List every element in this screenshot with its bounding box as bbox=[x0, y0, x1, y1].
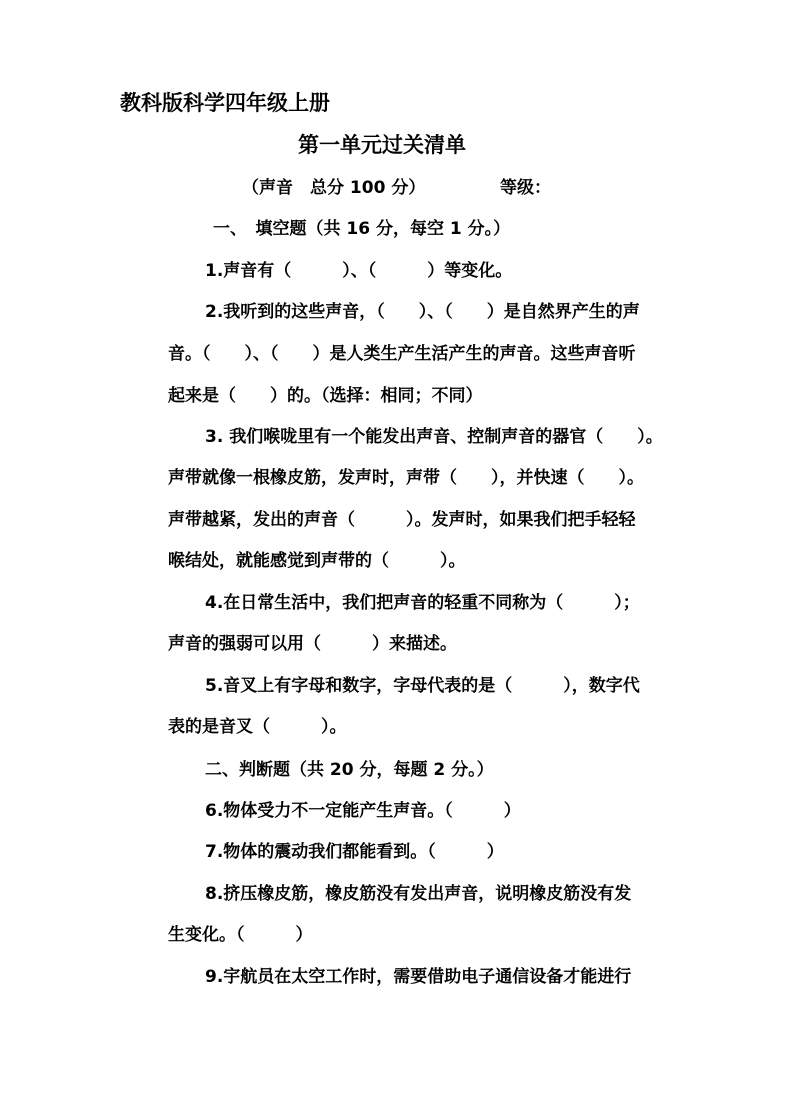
book-title: 教科版科学四年级上册 bbox=[120, 91, 330, 115]
question-1: 1.声音有（ ）、（ ）等变化。 bbox=[205, 261, 513, 281]
question-3-line-4: 喉结处，就能感觉到声带的（ ）。 bbox=[168, 551, 466, 571]
question-2-line-2: 音。（ ）、（ ）是人类生产生活产生的声音。这些声音听 bbox=[168, 344, 636, 364]
question-8-line-2: 生变化。（ ） bbox=[168, 925, 313, 945]
exam-subtitle: （声音 总分 100 分） bbox=[242, 178, 426, 198]
question-4-line-2: 声音的强弱可以用（ ）来描述。 bbox=[168, 634, 457, 654]
question-5-line-1: 5.音叉上有字母和数字，字母代表的是（ ），数字代 bbox=[205, 676, 640, 696]
question-6: 6.物体受力不一定能产生声音。（ ） bbox=[205, 801, 521, 821]
question-9-line-1: 9.宇航员在太空工作时，需要借助电子通信设备才能进行 bbox=[205, 967, 632, 987]
question-3-line-1: 3. 我们喉咙里有一个能发出声音、控制声音的器官（ ）。 bbox=[205, 427, 663, 447]
section-heading-fill-in: 一、 填空题（共 16 分，每空 1 分。） bbox=[213, 219, 511, 239]
question-5-line-2: 表的是音叉（ ）。 bbox=[168, 717, 347, 737]
question-2-line-1: 2.我听到的这些声音，（ ）、（ ）是自然界产生的声 bbox=[205, 302, 640, 322]
grade-label: 等级： bbox=[500, 178, 551, 198]
section-heading-true-false: 二、判断题（共 20 分，每题 2 分。） bbox=[205, 760, 494, 780]
question-8-line-1: 8.挤压橡皮筋，橡皮筋没有发出声音，说明橡皮筋没有发 bbox=[205, 884, 632, 904]
question-3-line-2: 声带就像一根橡皮筋，发声时，声带（ ），并快速（ ）。 bbox=[168, 468, 644, 488]
question-2-line-3: 起来是（ ）的。（选择：相同；不同） bbox=[168, 386, 483, 406]
question-4-line-1: 4.在日常生活中，我们把声音的轻重不同称为（ ）； bbox=[205, 593, 640, 613]
question-3-line-3: 声带越紧，发出的声音（ ）。发声时，如果我们把手轻轻 bbox=[168, 510, 636, 530]
unit-title: 第一单元过关清单 bbox=[298, 133, 466, 157]
question-7: 7.物体的震动我们都能看到。（ ） bbox=[205, 842, 504, 862]
